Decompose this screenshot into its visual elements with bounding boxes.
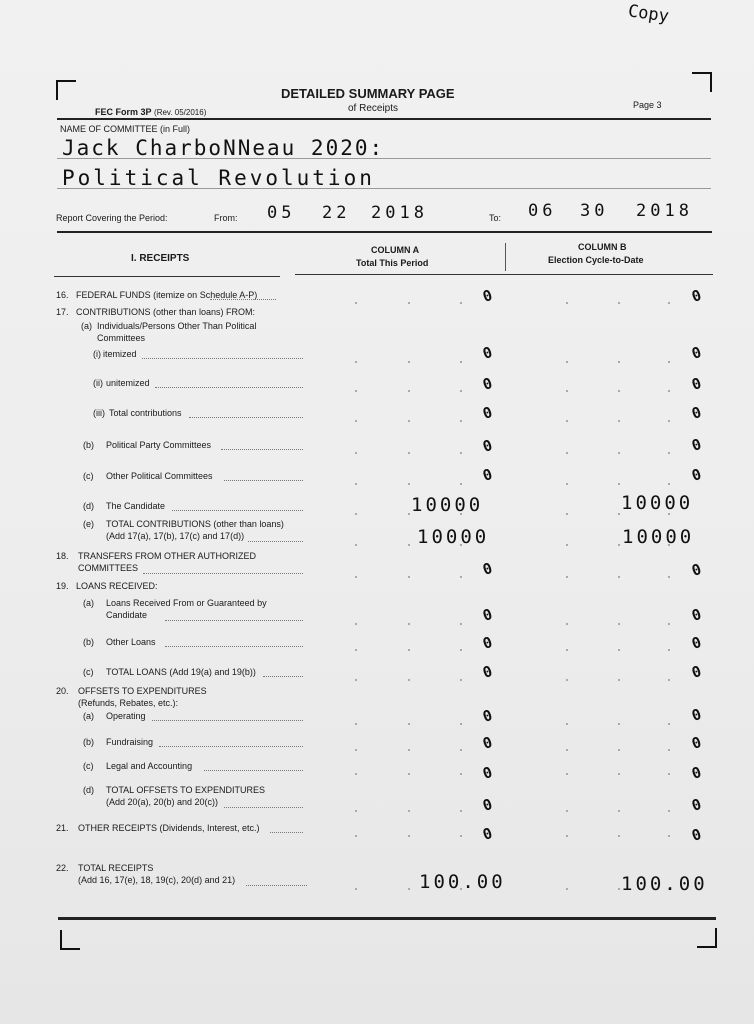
page-title: DETAILED SUMMARY PAGE xyxy=(281,86,455,101)
digit-separator-tick xyxy=(618,723,620,725)
column-b-value: 0 xyxy=(689,560,704,580)
line-number: (b) xyxy=(83,440,94,450)
digit-separator-tick xyxy=(668,773,670,775)
digit-separator-tick xyxy=(408,361,410,363)
digit-separator-tick xyxy=(355,835,357,837)
digit-separator-tick xyxy=(618,452,620,454)
dotted-leader xyxy=(155,387,303,388)
column-b-value: 0 xyxy=(689,763,704,783)
column-a-value: 0 xyxy=(480,605,495,625)
digit-separator-tick xyxy=(566,302,568,304)
line-label: TOTAL LOANS (Add 19(a) and 19(b)) xyxy=(106,667,256,677)
digit-separator-tick xyxy=(668,361,670,363)
column-b-value: 10000 xyxy=(622,526,695,548)
line-label: Total contributions xyxy=(109,408,182,418)
dotted-leader xyxy=(224,807,303,808)
digit-separator-tick xyxy=(668,576,670,578)
column-a-value: 0 xyxy=(480,559,495,579)
committee-name-label: NAME OF COMMITTEE (in Full) xyxy=(60,124,190,134)
digit-separator-tick xyxy=(566,773,568,775)
digit-separator-tick xyxy=(460,361,462,363)
line-label: FEDERAL FUNDS (itemize on Schedule A-P) xyxy=(76,290,258,300)
digit-separator-tick xyxy=(460,749,462,751)
digit-separator-tick xyxy=(355,302,357,304)
dotted-leader xyxy=(246,885,307,886)
line-label: OTHER RECEIPTS (Dividends, Interest, etc.) xyxy=(78,823,260,833)
digit-separator-tick xyxy=(668,810,670,812)
digit-separator-tick xyxy=(355,749,357,751)
line-number: (c) xyxy=(83,761,94,771)
digit-separator-tick xyxy=(566,513,568,515)
period-from-label: From: xyxy=(214,213,238,223)
line-label: unitemized xyxy=(106,378,150,388)
dotted-leader xyxy=(210,299,276,300)
digit-separator-tick xyxy=(408,576,410,578)
column-b-value: 10000 xyxy=(621,492,694,514)
copy-handwritten-mark: Copy xyxy=(626,1,671,27)
column-a-value: 100.00 xyxy=(419,871,506,893)
dotted-leader xyxy=(152,720,303,721)
digit-separator-tick xyxy=(355,810,357,812)
line-number: 16. xyxy=(56,290,69,300)
column-b-value: 0 xyxy=(689,705,704,725)
column-a-value: 0 xyxy=(480,795,495,815)
line-label-continued: Candidate xyxy=(106,610,148,620)
digit-separator-tick xyxy=(408,390,410,392)
digit-separator-tick xyxy=(355,723,357,725)
column-a-subtitle: Total This Period xyxy=(356,258,429,268)
committee-name-line-2: Political Revolution xyxy=(62,166,375,190)
line-number: (iii) xyxy=(93,408,105,418)
digit-separator-tick xyxy=(566,835,568,837)
digit-separator-tick xyxy=(355,773,357,775)
period-to-day: 30 xyxy=(580,201,609,221)
digit-separator-tick xyxy=(566,483,568,485)
line-label-continued: (Add 20(a), 20(b) and 20(c)) xyxy=(106,797,219,807)
digit-separator-tick xyxy=(355,623,357,625)
digit-separator-tick xyxy=(668,390,670,392)
column-a-value: 0 xyxy=(480,824,495,844)
column-a-value: 0 xyxy=(480,733,495,753)
dotted-leader xyxy=(159,746,303,747)
digit-separator-tick xyxy=(566,810,568,812)
column-a-value: 0 xyxy=(480,343,495,363)
digit-separator-tick xyxy=(408,888,410,890)
digit-separator-tick xyxy=(618,513,620,515)
line-label: Legal and Accounting xyxy=(106,761,193,771)
line-label: Loans Received From or Guaranteed by xyxy=(106,598,267,608)
digit-separator-tick xyxy=(460,452,462,454)
line-label: TOTAL CONTRIBUTIONS (other than loans) xyxy=(106,519,284,529)
line-number: (ii) xyxy=(93,378,103,388)
column-b-value: 100.00 xyxy=(621,873,708,895)
column-b-value: 0 xyxy=(689,825,704,845)
dotted-leader xyxy=(270,832,303,833)
column-a-value: 0 xyxy=(480,436,495,456)
period-label: Report Covering the Period: xyxy=(56,213,168,223)
line-label-continued: (Add 16, 17(e), 18, 19(c), 20(d) and 21) xyxy=(78,875,236,885)
digit-separator-tick xyxy=(408,420,410,422)
page-number: Page 3 xyxy=(633,100,662,110)
line-label: CONTRIBUTIONS (other than loans) FROM: xyxy=(76,307,256,317)
receipts-section-title: I. RECEIPTS xyxy=(131,253,190,264)
digit-separator-tick xyxy=(355,452,357,454)
digit-separator-tick xyxy=(460,390,462,392)
digit-separator-tick xyxy=(668,835,670,837)
digit-separator-tick xyxy=(566,649,568,651)
line-number: (d) xyxy=(83,785,94,795)
period-from-day: 22 xyxy=(322,203,351,223)
column-b-value: 0 xyxy=(689,633,704,653)
digit-separator-tick xyxy=(618,810,620,812)
dotted-leader xyxy=(221,449,303,450)
digit-separator-tick xyxy=(566,576,568,578)
digit-separator-tick xyxy=(460,835,462,837)
line-label-continued: (Refunds, Rebates, etc.): xyxy=(78,698,179,708)
column-b-title: COLUMN B xyxy=(578,242,627,252)
digit-separator-tick xyxy=(566,623,568,625)
digit-separator-tick xyxy=(566,544,568,546)
line-number: (a) xyxy=(83,711,94,721)
receipts-header-underline xyxy=(54,276,280,277)
corner-mark-bottom-left xyxy=(60,930,80,950)
column-divider xyxy=(505,243,506,271)
digit-separator-tick xyxy=(355,513,357,515)
line-number: 20. xyxy=(56,686,69,696)
digit-separator-tick xyxy=(460,576,462,578)
corner-mark-top-left xyxy=(56,80,76,100)
digit-separator-tick xyxy=(618,361,620,363)
digit-separator-tick xyxy=(355,544,357,546)
line-number: (b) xyxy=(83,737,94,747)
line-label: Political Party Committees xyxy=(106,440,212,450)
digit-separator-tick xyxy=(408,452,410,454)
digit-separator-tick xyxy=(566,420,568,422)
period-to-label: To: xyxy=(489,213,502,223)
dotted-leader xyxy=(189,417,303,418)
digit-separator-tick xyxy=(668,723,670,725)
column-b-value: 0 xyxy=(689,286,704,306)
column-b-value: 0 xyxy=(689,465,704,485)
line-label: Operating xyxy=(106,711,146,721)
column-b-value: 0 xyxy=(689,795,704,815)
digit-separator-tick xyxy=(618,390,620,392)
digit-separator-tick xyxy=(460,679,462,681)
digit-separator-tick xyxy=(408,773,410,775)
digit-separator-tick xyxy=(618,483,620,485)
period-to-year: 2018 xyxy=(636,201,693,221)
line-number: (d) xyxy=(83,501,94,511)
digit-separator-tick xyxy=(408,723,410,725)
column-a-value: 0 xyxy=(480,465,495,485)
column-a-value: 0 xyxy=(480,286,495,306)
dotted-leader xyxy=(204,770,303,771)
line-label: The Candidate xyxy=(106,501,166,511)
line-label: Fundraising xyxy=(106,737,154,747)
line-number: (b) xyxy=(83,637,94,647)
digit-separator-tick xyxy=(460,773,462,775)
dotted-leader xyxy=(165,646,303,647)
digit-separator-tick xyxy=(566,723,568,725)
digit-separator-tick xyxy=(618,773,620,775)
digit-separator-tick xyxy=(408,679,410,681)
line-number: 18. xyxy=(56,551,69,561)
digit-separator-tick xyxy=(408,513,410,515)
period-from-year: 2018 xyxy=(371,203,428,223)
digit-separator-tick xyxy=(460,623,462,625)
digit-separator-tick xyxy=(618,420,620,422)
column-b-value: 0 xyxy=(689,435,704,455)
digit-separator-tick xyxy=(355,649,357,651)
line-label-continued: Committees xyxy=(97,333,146,343)
dotted-leader xyxy=(143,573,303,574)
line-number: (i) xyxy=(93,349,101,359)
line-number: (c) xyxy=(83,667,94,677)
digit-separator-tick xyxy=(408,649,410,651)
digit-separator-tick xyxy=(566,390,568,392)
digit-separator-tick xyxy=(460,302,462,304)
digit-separator-tick xyxy=(460,723,462,725)
digit-separator-tick xyxy=(668,649,670,651)
digit-separator-tick xyxy=(668,679,670,681)
column-a-value: 0 xyxy=(480,763,495,783)
digit-separator-tick xyxy=(460,420,462,422)
column-b-value: 0 xyxy=(689,343,704,363)
committee-line-2 xyxy=(57,188,711,189)
digit-separator-tick xyxy=(668,420,670,422)
digit-separator-tick xyxy=(618,649,620,651)
dotted-leader xyxy=(224,480,303,481)
digit-separator-tick xyxy=(618,679,620,681)
digit-separator-tick xyxy=(408,302,410,304)
line-label: Other Political Committees xyxy=(106,471,213,481)
columns-header-underline xyxy=(295,274,713,275)
line-number: (c) xyxy=(83,471,94,481)
line-label: LOANS RECEIVED: xyxy=(76,581,158,591)
line-number: 21. xyxy=(56,823,69,833)
digit-separator-tick xyxy=(460,810,462,812)
column-a-value: 0 xyxy=(480,633,495,653)
column-b-value: 0 xyxy=(689,605,704,625)
line-number: 19. xyxy=(56,581,69,591)
line-number: (a) xyxy=(81,321,92,331)
digit-separator-tick xyxy=(408,835,410,837)
digit-separator-tick xyxy=(408,483,410,485)
period-to-month: 06 xyxy=(528,201,557,221)
column-b-subtitle: Election Cycle-to-Date xyxy=(548,255,644,265)
digit-separator-tick xyxy=(668,302,670,304)
corner-mark-top-right xyxy=(692,72,712,92)
digit-separator-tick xyxy=(355,361,357,363)
line-number: 22. xyxy=(56,863,69,873)
digit-separator-tick xyxy=(355,576,357,578)
digit-separator-tick xyxy=(618,544,620,546)
digit-separator-tick xyxy=(668,452,670,454)
footer-rule xyxy=(58,917,716,920)
period-from-month: 05 xyxy=(267,203,296,223)
column-b-value: 0 xyxy=(689,374,704,394)
digit-separator-tick xyxy=(618,576,620,578)
dotted-leader xyxy=(142,358,303,359)
form-id: FEC Form 3P (Rev. 05/2016) xyxy=(95,107,207,117)
digit-separator-tick xyxy=(618,302,620,304)
period-rule xyxy=(57,231,712,233)
line-number: (e) xyxy=(83,519,94,529)
line-label: TRANSFERS FROM OTHER AUTHORIZED xyxy=(78,551,257,561)
digit-separator-tick xyxy=(355,679,357,681)
column-a-value: 0 xyxy=(480,706,495,726)
digit-separator-tick xyxy=(566,749,568,751)
digit-separator-tick xyxy=(668,623,670,625)
line-label: TOTAL RECEIPTS xyxy=(78,863,154,873)
committee-name-line-1: Jack CharboNNeau 2020: xyxy=(62,136,385,160)
column-a-title: COLUMN A xyxy=(371,245,420,255)
line-label: OFFSETS TO EXPENDITURES xyxy=(78,686,207,696)
digit-separator-tick xyxy=(408,810,410,812)
digit-separator-tick xyxy=(355,888,357,890)
dotted-leader xyxy=(263,676,303,677)
digit-separator-tick xyxy=(566,361,568,363)
digit-separator-tick xyxy=(566,888,568,890)
digit-separator-tick xyxy=(668,483,670,485)
header-rule xyxy=(57,118,711,120)
digit-separator-tick xyxy=(618,623,620,625)
line-number: (a) xyxy=(83,598,94,608)
digit-separator-tick xyxy=(355,390,357,392)
digit-separator-tick xyxy=(668,749,670,751)
digit-separator-tick xyxy=(566,679,568,681)
digit-separator-tick xyxy=(618,749,620,751)
line-label: Other Loans xyxy=(106,637,156,647)
digit-separator-tick xyxy=(355,483,357,485)
line-label-continued: COMMITTEES xyxy=(78,563,138,573)
page-subtitle: of Receipts xyxy=(348,103,399,114)
column-b-value: 0 xyxy=(689,403,704,423)
committee-line-1 xyxy=(57,158,711,159)
line-label-continued: (Add 17(a), 17(b), 17(c) and 17(d)) xyxy=(106,531,245,541)
digit-separator-tick xyxy=(460,649,462,651)
column-b-value: 0 xyxy=(689,733,704,753)
dotted-leader xyxy=(172,510,303,511)
line-label: Individuals/Persons Other Than Political xyxy=(97,321,257,331)
digit-separator-tick xyxy=(460,483,462,485)
dotted-leader xyxy=(248,541,303,542)
digit-separator-tick xyxy=(408,544,410,546)
digit-separator-tick xyxy=(355,420,357,422)
digit-separator-tick xyxy=(408,623,410,625)
column-a-value: 0 xyxy=(480,374,495,394)
column-a-value: 0 xyxy=(480,662,495,682)
digit-separator-tick xyxy=(618,888,620,890)
line-label: itemized xyxy=(103,349,137,359)
column-a-value: 10000 xyxy=(417,526,490,548)
column-a-value: 10000 xyxy=(411,494,484,516)
dotted-leader xyxy=(165,620,303,621)
column-a-value: 0 xyxy=(480,403,495,423)
line-label: TOTAL OFFSETS TO EXPENDITURES xyxy=(106,785,266,795)
corner-mark-bottom-right xyxy=(697,928,717,948)
digit-separator-tick xyxy=(566,452,568,454)
digit-separator-tick xyxy=(408,749,410,751)
line-number: 17. xyxy=(56,307,69,317)
column-b-value: 0 xyxy=(689,662,704,682)
digit-separator-tick xyxy=(618,835,620,837)
